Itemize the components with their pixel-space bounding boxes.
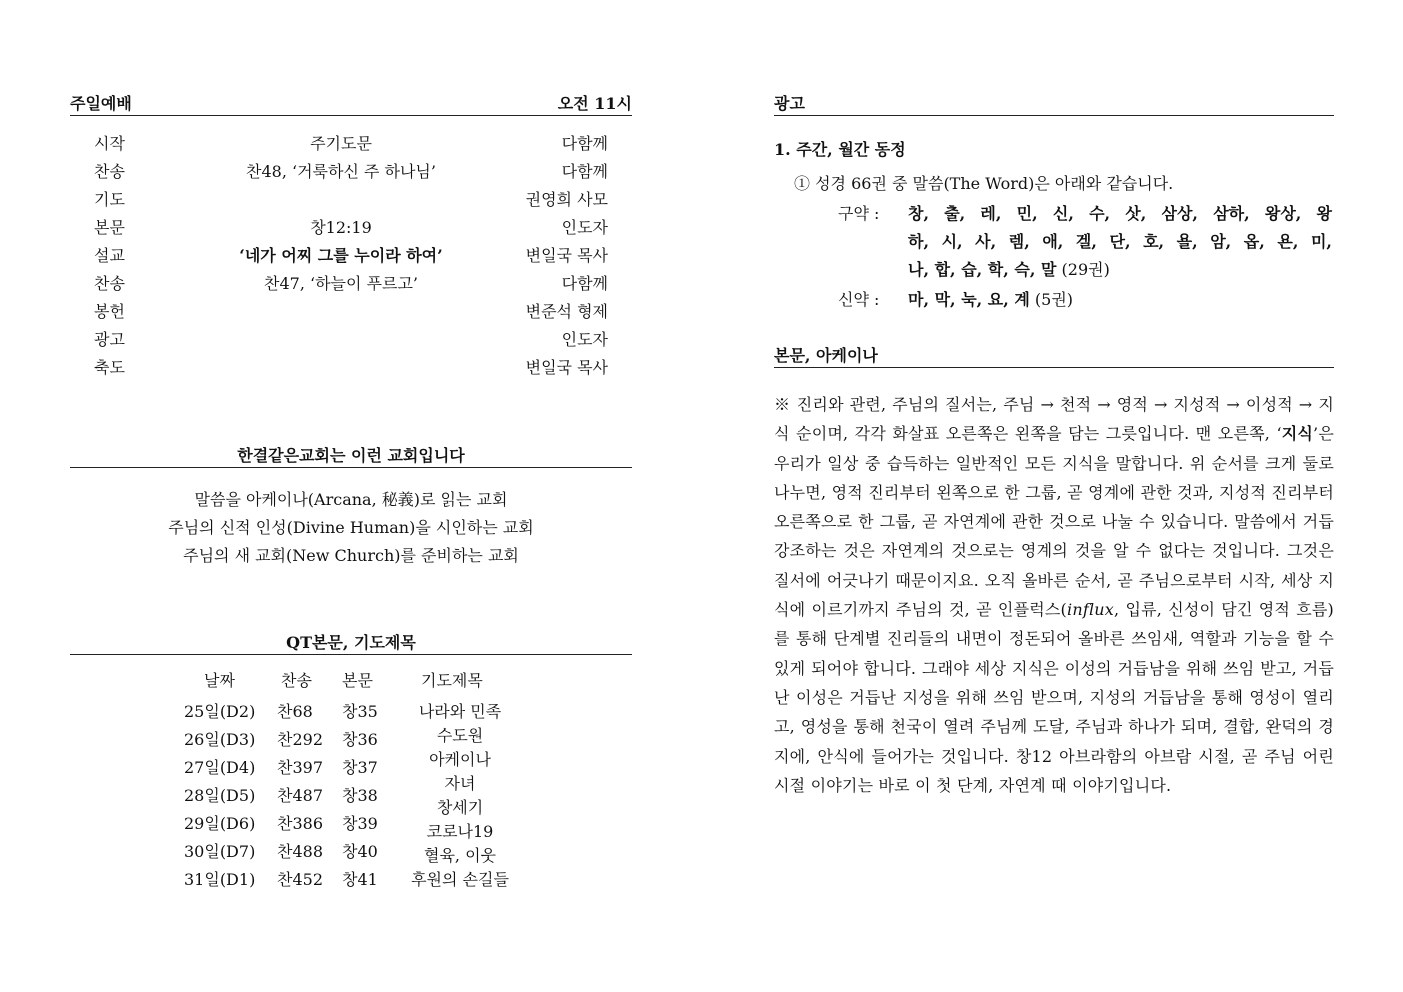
ot-books-line: 창, 출, 레, 민, 신, 수, 삿, 삼상, 삼하, 왕상, 왕 <box>908 204 1332 223</box>
qt-prayer: 자녀 <box>444 774 476 793</box>
arcana-title: 본문, 아케이나 <box>774 346 878 365</box>
ot-count: (29권) <box>1056 260 1110 279</box>
qt-text: 창36 <box>342 730 378 749</box>
order-row <box>70 130 632 158</box>
order-row <box>70 158 632 186</box>
order-item: 광고 <box>94 330 125 349</box>
qt-prayer: 코로나19 <box>426 822 494 841</box>
order-content: 찬47, ‘하늘이 푸르고’ <box>264 274 418 293</box>
ot-books-line: 하, 시, 사, 렘, 애, 겔, 단, 호, 욜, 암, 옵, 욘, 미, <box>908 232 1332 251</box>
qt-text: 창35 <box>342 702 378 721</box>
worship-title: 주일예배 <box>70 94 132 113</box>
qt-header-prayer: 기도제목 <box>421 671 483 690</box>
qt-prayer: 수도원 <box>436 726 484 745</box>
arcana-text: , 입류, 신성이 담긴 영적 흐름)를 통해 단계별 진리들의 내면이 정돈되어 올바른 쓰임새, 역할과 기능을 할 수 있게 되어야 합니다. 그래야 세상 지식은 이성의 거듭남을 위해 쓰임 받고, 거듭난 이성은 거듭난 지성을 위해 쓰임 받으며, 지성의 거듭남을 통해 영성이 열리고, 영성을 통해 천국이 열려 주님께 도달, 주님과 하나가 되며, 결합, 완덕의 경지에, 안식에 들어가는 것입니다. 창12 아브라함의 아브람 시절, 곧 주님 어린 시절 이야기는 바로 이 첫 단계, 자연계 때 이야기입니다. <box>774 600 1334 795</box>
qt-header-hymn: 찬송 <box>281 671 312 690</box>
order-item: 봉헌 <box>94 302 125 321</box>
qt-header-date: 날짜 <box>204 671 235 690</box>
order-content: 창12:19 <box>310 218 372 237</box>
ads-title: 광고 <box>774 94 805 113</box>
order-row <box>70 270 632 298</box>
qt-prayer: 후원의 손길들 <box>411 870 509 889</box>
qt-prayer: 혈육, 이웃 <box>424 846 496 865</box>
order-row <box>70 186 632 214</box>
qt-text: 창40 <box>342 842 378 861</box>
qt-header <box>70 633 632 655</box>
order-leader: 인도자 <box>561 330 608 349</box>
order-row <box>70 326 632 354</box>
ads-header <box>774 94 1334 116</box>
church-line: 주님의 신적 인성(Divine Human)을 시인하는 교회 <box>168 518 534 537</box>
order-item: 시작 <box>94 134 125 153</box>
worship-time: 오전 11시 <box>557 94 632 113</box>
qt-header-text: 본문 <box>342 671 373 690</box>
ads-item1-title: 1. 주간, 월간 동정 <box>774 140 906 159</box>
qt-text: 창39 <box>342 814 378 833</box>
ads-item1-sub: ① 성경 66권 중 말씀(The Word)은 아래와 같습니다. <box>794 174 1174 193</box>
order-leader: 다함께 <box>561 274 608 293</box>
order-item: 본문 <box>94 218 125 237</box>
arcana-header <box>774 346 1334 368</box>
order-leader: 권영희 사모 <box>525 190 608 209</box>
qt-table <box>70 668 632 898</box>
order-leader: 변일국 목사 <box>525 358 608 377</box>
qt-date: 29일(D6) <box>184 814 256 833</box>
order-content: 찬48, ‘거룩하신 주 하나님’ <box>246 162 436 181</box>
order-leader: 다함께 <box>561 134 608 153</box>
arcana-text: ’은 우리가 일상 중 습득하는 일반적인 모든 지식을 말합니다. 위 순서를 크게 둘로 나누면, 영적 진리부터 왼쪽으로 한 그룹, 곧 영계에 관한 것과, 지성적 진리부터 오른쪽으로 한 그룹, 곧 자연계에 관한 것으로 나눌 수 있습니다. 말씀에서 거듭 강조하는 것은 자연계의 것으로는 영계의 것을 알 수 없다는 것입니다. 그것은 질서에 어긋나기 때문이지요. 오직 올바른 순서, 곧 주님으로부터 시작, 세상 지식에 이르기까지 주님의 것, 곧 인플럭스( <box>774 424 1334 620</box>
order-item: 찬송 <box>94 162 125 181</box>
ot-books-line: 나, 합, 습, 학, 슥, 말 <box>908 260 1057 279</box>
order-item: 설교 <box>94 246 125 265</box>
church-header <box>70 446 632 468</box>
order-content: 주기도문 <box>310 134 372 153</box>
nt-count: (5권) <box>1029 290 1074 309</box>
order-row <box>70 242 632 270</box>
qt-hymn: 찬386 <box>277 814 323 833</box>
order-row <box>70 354 632 382</box>
order-leader: 변준석 형제 <box>525 302 608 321</box>
qt-hymn: 찬68 <box>277 702 313 721</box>
nt-books: 마, 막, 눅, 요, 계 <box>908 290 1030 309</box>
ot-books-last <box>908 256 1110 284</box>
qt-prayer: 아케이나 <box>429 750 491 769</box>
sermon-title: ‘네가 어찌 그를 누이라 하여’ <box>239 246 443 265</box>
order-leader: 다함께 <box>561 162 608 181</box>
qt-title: QT본문, 기도제목 <box>286 633 416 652</box>
qt-hymn: 찬452 <box>277 870 323 889</box>
arcana-influx: influx <box>1067 600 1114 620</box>
church-line: 말씀을 아케이나(Arcana, 秘義)로 읽는 교회 <box>194 490 508 509</box>
nt-books-row <box>908 286 1073 314</box>
qt-date: 28일(D5) <box>184 786 256 805</box>
church-line: 주님의 새 교회(New Church)를 준비하는 교회 <box>183 546 519 565</box>
order-item: 찬송 <box>94 274 125 293</box>
order-row <box>70 298 632 326</box>
church-title: 한결같은교회는 이런 교회입니다 <box>237 446 465 465</box>
arcana-keyword: 지식 <box>1281 424 1314 444</box>
qt-date: 26일(D3) <box>184 730 256 749</box>
nt-label: 신약 : <box>838 290 880 309</box>
order-leader: 인도자 <box>561 218 608 237</box>
arcana-text: ※ 진리와 관련, 주님의 질서는, 주님 → 천적 → 영적 → 지성적 → 이성적 → 지식 순이며, 각각 화살표 오른쪽은 왼쪽을 담는 그릇입니다. 맨 오른쪽, ‘ <box>774 395 1334 444</box>
qt-date: 31일(D1) <box>184 870 256 889</box>
qt-date: 27일(D4) <box>184 758 256 777</box>
ot-label: 구약 : <box>838 204 880 223</box>
qt-date: 25일(D2) <box>184 702 256 721</box>
qt-hymn: 찬292 <box>277 730 323 749</box>
qt-text: 창41 <box>342 870 378 889</box>
order-row <box>70 214 632 242</box>
order-item: 기도 <box>94 190 125 209</box>
qt-text: 창37 <box>342 758 378 777</box>
worship-header <box>70 94 632 116</box>
qt-hymn: 찬488 <box>277 842 323 861</box>
order-leader: 변일국 목사 <box>525 246 608 265</box>
qt-hymn: 찬397 <box>277 758 323 777</box>
qt-hymn: 찬487 <box>277 786 323 805</box>
qt-text: 창38 <box>342 786 378 805</box>
order-item: 축도 <box>94 358 125 377</box>
qt-date: 30일(D7) <box>184 842 256 861</box>
arcana-body <box>774 390 1334 800</box>
qt-prayer: 나라와 민족 <box>418 702 502 721</box>
qt-prayer: 창세기 <box>436 798 484 817</box>
